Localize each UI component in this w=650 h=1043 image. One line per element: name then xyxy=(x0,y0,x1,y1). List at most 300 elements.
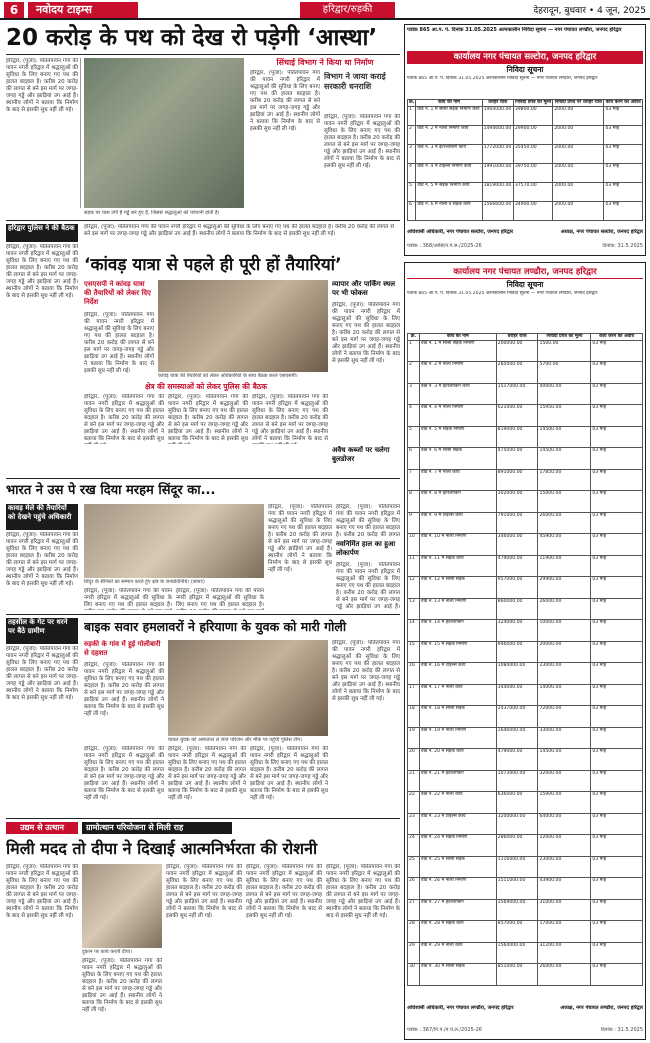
table-cell: 9 xyxy=(408,512,420,534)
table-cell: 819000.00 xyxy=(496,426,538,448)
table-cell: 03 माह xyxy=(591,727,643,749)
table-cell: 03 माह xyxy=(604,201,643,220)
table-cell: वार्ड नं. 26 में नाली निर्माण xyxy=(420,878,497,900)
table-cell: 1960000.00 xyxy=(482,106,513,125)
table-header-cell: क्र. xyxy=(409,100,415,105)
table-row xyxy=(408,663,643,685)
table-cell: 03 माह xyxy=(591,921,643,943)
table-cell: 12 xyxy=(408,577,420,599)
sindoor-body-col1: हरिद्वार, (पूजा): पतितपावन गंगा की पावन नगरी हरिद्वार में श्रद्धालुओं की सुविधा के लिए बनाए गए पथ की हालत बदहाल है। करीब 20 करोड़ की लागत से बने इस मार्ग पर जगह-जगह गड्ढे और झाड़ियां उग आई हैं। स्थानीय लोगों ने बताया कि निर्माण के बाद से इसकी सुध नहीं ली गई। xyxy=(268,504,332,573)
table-cell: 03 माह xyxy=(591,448,643,470)
table-cell: वार्ड नं. 1 में सीसी सड़क निर्माण कार्य xyxy=(416,106,482,125)
table-cell: 29900.00 xyxy=(513,125,553,144)
sindoor-body-col5: हरिद्वार, (पूजा): पतितपावन गंगा की पावन नगरी हरिद्वार में श्रद्धालुओं की सुविधा के लिए बनाए गए पथ की हालत बदहाल है। xyxy=(176,588,264,608)
notice-bottom-body: पत्रांक 865 आ.प. पं. दिनांक 31.05.2025 अल्पकालीन निविदा सूचना — नगर पंचायत लण्ढौरा, जनपद हरिद्वार xyxy=(407,291,598,296)
table-cell: 13 xyxy=(408,598,420,620)
table-cell: वार्ड नं. 23 में टाइल्स कार्य xyxy=(420,813,497,835)
bike-body-col3: हरिद्वार, (पूजा): पतितपावन गंगा की पावन नगरी हरिद्वार में श्रद्धालुओं की सुविधा के लिए बनाए गए पथ की हालत बदहाल है। करीब 20 करोड़ की लागत से बने इस मार्ग पर जगह-जगह गड्ढे और झाड़ियां उग आई हैं। स्थानीय लोगों ने बताया कि निर्माण के बाद से इसकी सुध नहीं ली गई। xyxy=(84,746,164,801)
page-number: 6 xyxy=(4,2,24,18)
table-cell: 03 माह xyxy=(604,125,643,144)
table-cell: 1569000.00 xyxy=(496,899,538,921)
table-cell: 03 माह xyxy=(591,620,643,642)
table-cell: 2 xyxy=(408,125,416,144)
table-cell: वार्ड नं. 19 में नाली निर्माण xyxy=(420,727,497,749)
table-cell: 30 xyxy=(408,964,420,986)
table-cell: 24 xyxy=(408,835,420,857)
sindoor-headline: भारत ने उस पे रख दिया मरहम सिंदूर का... xyxy=(6,483,216,498)
table-cell: वार्ड नं. 9 में टाइल्स कार्य xyxy=(420,512,497,534)
bottom-headline: मिली मदद तो दीपा ने दिखाई आत्मनिर्भरता की रोशनी xyxy=(6,839,318,858)
table-cell: 45900.00 xyxy=(538,534,591,556)
table-row xyxy=(408,491,643,513)
table-row xyxy=(408,182,643,201)
table-cell: वार्ड नं. 3 में इंटरलॉकिंग कार्य xyxy=(420,383,497,405)
table-row xyxy=(408,201,643,220)
table-cell: वार्ड नं. 30 में सीसी सड़क xyxy=(420,964,497,986)
table-cell: 14000.00 xyxy=(538,684,591,706)
table-cell: वार्ड नं. 6 में नाली व सड़क कार्य xyxy=(416,201,482,220)
kanwar-headline: ‘कांवड़ यात्रा से पहले ही पूरी हों तैयारियां’ xyxy=(84,255,342,275)
table-cell: 6 xyxy=(408,448,420,470)
table-cell: वार्ड नं. 21 में इंटरलॉकिंग xyxy=(420,770,497,792)
table-cell: 11 xyxy=(408,555,420,577)
lead-side-question: विभाग ने जाया कराई सरकारी धनराशि xyxy=(324,72,386,91)
table-cell: 286000.00 xyxy=(496,835,538,857)
table-row xyxy=(408,144,643,163)
notice-top-footer-right: अध्यक्ष, नगर पंचायत सल्टोरा, जनपद हरिद्वार xyxy=(560,229,643,235)
kanwar-sub2: अवैध कब्जों पर चलेगा बुलडोजर xyxy=(332,446,390,463)
table-cell: 3 xyxy=(408,383,420,405)
bike-body-col5: हरिद्वार, (पूजा): पतितपावन गंगा की पावन नगरी हरिद्वार में श्रद्धालुओं की सुविधा के लिए बनाए गए पथ की हालत बदहाल है। करीब 20 करोड़ की लागत से बने इस मार्ग पर जगह-जगह गड्ढे और झाड़ियां उग आई हैं। स्थानीय लोगों ने बताया कि निर्माण के बाद से इसकी सुध नहीं ली गई। xyxy=(250,746,328,801)
table-cell: 2000.00 xyxy=(553,106,604,125)
table-cell: 26000.00 xyxy=(538,598,591,620)
edition-label: हरिद्वार/रुड़की xyxy=(300,2,395,18)
table-cell: 475000.00 xyxy=(496,448,538,470)
table-header-cell: कार्य करने की अवधि xyxy=(605,100,641,105)
table-cell: 22 xyxy=(408,792,420,814)
table-cell: 1646000.00 xyxy=(496,727,538,749)
bottom-body-col5: हरिद्वार, (पूजा): पतितपावन गंगा की पावन नगरी हरिद्वार में श्रद्धालुओं की सुविधा के लिए बनाए गए पथ की हालत बदहाल है। करीब 20 करोड़ की लागत से बने इस मार्ग पर जगह-जगह गड्ढे और झाड़ियां उग आई हैं। स्थानीय लोगों ने बताया कि निर्माण के बाद से इसकी सुध नहीं ली गई। xyxy=(326,864,400,919)
table-cell: 03 माह xyxy=(591,534,643,556)
table-cell: 03 माह xyxy=(591,383,643,405)
table-cell: 17 xyxy=(408,684,420,706)
lead-body-col3: हरिद्वार, (पूजा): पतितपावन गंगा की पावन नगरी हरिद्वार में श्रद्धालुओं की सुविधा के लिए बनाए गए पथ की हालत बदहाल है। करीब 20 करोड़ की लागत से बने इस मार्ग पर जगह-जगह गड्ढे और झाड़ियां उग आई हैं। स्थानीय लोगों ने बताया कि निर्माण के बाद से इसकी सुध नहीं ली गई। xyxy=(250,70,320,132)
lead-photo-caption: सड़क पर घास उगी है गड्ढे बने हुए हैं, जिससे श्रद्धालुओं को परेशानी होती है। xyxy=(84,210,220,216)
table-cell: 14 xyxy=(408,620,420,642)
notice-top-ref-date: दिनांक: 31.5.2025 xyxy=(602,243,643,249)
table-row xyxy=(408,921,643,943)
table-cell: 1772000.00 xyxy=(482,144,513,163)
table-cell: 26 xyxy=(408,878,420,900)
sindoor-side-body: हरिद्वार, (पूजा): पतितपावन गंगा की पावन नगरी हरिद्वार में श्रद्धालुओं की सुविधा के लिए बनाए गए पथ की हालत बदहाल है। करीब 20 करोड़ की लागत से बने इस मार्ग पर जगह-जगह गड्ढे और झाड़ियां उग आई हैं। स्थानीय लोगों ने बताया कि निर्माण के बाद से इसकी सुध नहीं ली गई। xyxy=(6,532,78,587)
table-cell: 2000.00 xyxy=(553,182,604,201)
table-cell: वार्ड नं. 3 में इंटरलॉकिंग कार्य xyxy=(416,144,482,163)
table-cell: 5 xyxy=(408,426,420,448)
table-cell: 1517000.00 xyxy=(496,383,538,405)
table-cell: 03 माह xyxy=(591,555,643,577)
table-cell: 35450.00 xyxy=(513,144,553,163)
table-cell: 2000.00 xyxy=(553,144,604,163)
kanwar-box-head: व्यापार और पार्किंग स्थल पर भी फोकस xyxy=(332,280,395,297)
sindoor-body-col4: हरिद्वार, (पूजा): पतितपावन गंगा की पावन नगरी हरिद्वार में श्रद्धालुओं की सुविधा के लिए बनाए गए पथ की हालत बदहाल है। xyxy=(84,588,172,608)
table-row xyxy=(408,835,643,857)
bottom-body-col1: हरिद्वार, (पूजा): पतितपावन गंगा की पावन नगरी हरिद्वार में श्रद्धालुओं की सुविधा के लिए बनाए गए पथ की हालत बदहाल है। करीब 20 करोड़ की लागत से बने इस मार्ग पर जगह-जगह गड्ढे और झाड़ियां उग आई हैं। स्थानीय लोगों ने बताया कि निर्माण के बाद से इसकी सुध नहीं ली गई। xyxy=(6,864,78,919)
bottom-photo-caption: दुकान पर कार्य करती दीपा। xyxy=(82,949,132,955)
table-row xyxy=(408,641,643,663)
table-cell: 7 xyxy=(408,469,420,491)
table-cell: 32000.00 xyxy=(538,770,591,792)
table-cell: वार्ड नं. 15 में सड़क निर्माण xyxy=(420,641,497,663)
table-cell: वार्ड नं. 8 में इंटरलॉकिंग xyxy=(420,491,497,513)
table-cell: 324000.00 xyxy=(496,620,538,642)
table-cell: 03 माह xyxy=(591,598,643,620)
table-cell: 03 माह xyxy=(591,942,643,964)
bike-bullet: रुड़की के गांव में हुई गोलीबारी से दहशत xyxy=(84,640,161,657)
table-cell: 03 माह xyxy=(591,878,643,900)
divider xyxy=(6,614,400,615)
table-row xyxy=(408,620,643,642)
notice-bottom-footer-right: अध्यक्ष, नगर पंचायत लण्ढौरा, जनपद हरिद्वार xyxy=(560,1005,643,1011)
table-cell: 8 xyxy=(408,491,420,513)
table-cell: 1819000.00 xyxy=(482,182,513,201)
table-row xyxy=(408,577,643,599)
lead-continued-body: हरिद्वार, (पूजा): पतितपावन गंगा की पावन नगरी हरिद्वार में श्रद्धालुओं की सुविधा के लिए बनाए गए पथ की हालत बदहाल है। करीब 20 करोड़ की लागत से बने इस मार्ग पर जगह-जगह गड्ढे और झाड़ियां उग आई हैं। स्थानीय लोगों ने बताया कि निर्माण के बाद से इसकी सुध नहीं ली गई। xyxy=(84,224,394,237)
table-cell: वार्ड नं. 17 में नाली कार्य xyxy=(420,684,497,706)
table-cell: 5700.00 xyxy=(538,362,591,384)
table-cell: 1084000.00 xyxy=(496,663,538,685)
kanwar-body-col3: हरिद्वार, (पूजा): पतितपावन गंगा की पावन नगरी हरिद्वार में श्रद्धालुओं की सुविधा के लिए बनाए गए पथ की हालत बदहाल है। करीब 20 करोड़ की लागत से बने इस मार्ग पर जगह-जगह गड्ढे और झाड़ियां उग आई हैं। स्थानीय लोगों ने बताया कि निर्माण के बाद से इसकी सुध xyxy=(168,394,248,442)
bike-body-col2: हरिद्वार, (पूजा): पतितपावन गंगा की पावन नगरी हरिद्वार में श्रद्धालुओं की सुविधा के लिए बनाए गए पथ की हालत बदहाल है। करीब 20 करोड़ की लागत से बने इस मार्ग पर जगह-जगह गड्ढे और झाड़ियां उग आई हैं। स्थानीय लोगों ने बताया कि निर्माण के बाद से इसकी सुध नहीं ली गई। xyxy=(332,640,400,702)
table-row xyxy=(408,340,643,362)
notice-bottom-table xyxy=(407,333,643,986)
tender-notice-top xyxy=(404,24,646,256)
table-row xyxy=(408,792,643,814)
bottom-body-col4: हरिद्वार, (पूजा): पतितपावन गंगा की पावन नगरी हरिद्वार में श्रद्धालुओं की सुविधा के लिए बनाए गए पथ की हालत बदहाल है। करीब 20 करोड़ की लागत से बने इस मार्ग पर जगह-जगह गड्ढे और झाड़ियां उग आई हैं। स्थानीय लोगों ने बताया कि निर्माण के बाद से इसकी सुध नहीं ली गई। xyxy=(246,864,322,919)
table-cell: वार्ड नं. 13 में नाली निर्माण xyxy=(420,598,497,620)
table-cell: 03 माह xyxy=(604,163,643,182)
notice-top-title: निविदा सूचना xyxy=(506,65,544,74)
table-cell: 03 माह xyxy=(591,835,643,857)
table-cell: 03 माह xyxy=(604,106,643,125)
sindoor-body-col2: हरिद्वार, (पूजा): पतितपावन गंगा की पावन नगरी हरिद्वार में श्रद्धालुओं की सुविधा के लिए बनाए गए पथ की हालत बदहाल है। करीब 20 करोड़ की लागत xyxy=(336,504,400,538)
table-cell: 14500.00 xyxy=(538,448,591,470)
table-cell: वार्ड नं. 10 में नाली निर्माण xyxy=(420,534,497,556)
table-row xyxy=(408,512,643,534)
table-cell: 479000.00 xyxy=(496,555,538,577)
table-cell: 25 xyxy=(408,856,420,878)
table-cell: वार्ड नं. 14 में इंटरलॉकिंग xyxy=(420,620,497,642)
table-cell: 1116000.00 xyxy=(496,856,538,878)
table-cell: वार्ड नं. 4 में टाइल्स निर्माण कार्य xyxy=(416,163,482,182)
table-cell: 43900.00 xyxy=(538,878,591,900)
table-cell: 03 माह xyxy=(604,144,643,163)
divider xyxy=(6,54,400,55)
table-row xyxy=(408,405,643,427)
table-cell: 17850.00 xyxy=(538,469,591,491)
table-cell: 03 माह xyxy=(591,749,643,771)
notice-bottom-ref-date: दिनांक : 31.5.2025 xyxy=(600,1027,643,1033)
table-cell: 860000.00 xyxy=(496,598,538,620)
table-header-cell: कार्य करने की अवधि xyxy=(591,334,643,341)
table-cell: वार्ड नं. 29 में नाली कार्य xyxy=(420,942,497,964)
table-cell: 03 माह xyxy=(591,405,643,427)
bottom-body-col2: हरिद्वार, (पूजा): पतितपावन गंगा की पावन नगरी हरिद्वार में श्रद्धालुओं की सुविधा के लिए बनाए गए पथ की हालत बदहाल है। करीब 20 करोड़ की लागत से बने इस मार्ग पर जगह-जगह गड्ढे और झाड़ियां उग आई हैं। स्थानीय लोगों ने बताया कि निर्माण के बाद से इसकी सुध नहीं ली गई। xyxy=(82,958,162,1013)
masthead xyxy=(0,0,650,20)
table-row xyxy=(408,469,643,491)
table-row xyxy=(408,163,643,182)
table-header-cell: कार्य का नाम xyxy=(416,100,482,107)
table-cell: 03 माह xyxy=(591,964,643,986)
table-header-cell: धरोहर राशि xyxy=(496,334,538,341)
table-cell: 2000.00 xyxy=(553,163,604,182)
bottom-body-col3: हरिद्वार, (पूजा): पतितपावन गंगा की पावन नगरी हरिद्वार में श्रद्धालुओं की सुविधा के लिए बनाए गए पथ की हालत बदहाल है। करीब 20 करोड़ की लागत से बने इस मार्ग पर जगह-जगह गड्ढे और झाड़ियां उग आई हैं। स्थानीय लोगों ने बताया कि निर्माण के बाद से इसकी सुध नहीं ली गई। xyxy=(166,864,242,919)
table-row xyxy=(408,362,643,384)
lead-subhead: सिंचाई विभाग ने किया था निर्माण xyxy=(276,58,374,67)
table-cell: वार्ड नं. 18 में सीसी सड़क xyxy=(420,706,497,728)
table-cell: वार्ड नं. 27 में इंटरलॉकिंग xyxy=(420,899,497,921)
table-cell: 2437000.00 xyxy=(496,706,538,728)
table-cell: 39800.00 xyxy=(513,106,553,125)
table-cell: 29 xyxy=(408,942,420,964)
bike-body-col1: हरिद्वार, (पूजा): पतितपावन गंगा की पावन नगरी हरिद्वार में श्रद्धालुओं की सुविधा के लिए बनाए गए पथ की हालत बदहाल है। करीब 20 करोड़ की लागत से बने इस मार्ग पर जगह-जगह गड्ढे और झाड़ियां उग आई हैं। स्थानीय लोगों ने बताया कि निर्माण के बाद से इसकी सुध नहीं ली गई। xyxy=(84,662,164,717)
bike-photo-caption: घायल युवक को अस्पताल ले जाते परिजन और मौके पर पहुंची पुलिस टीम। xyxy=(168,737,303,743)
bottom-tag: उद्यम से उत्थान xyxy=(6,822,78,834)
notice-bottom-office: कार्यालय नगर पंचायत लण्ढौरा, जनपद हरिद्वार xyxy=(407,265,643,279)
bike-photo xyxy=(168,640,328,736)
table-header-cell: निविदा प्रपत्र पर धरोहर राशि xyxy=(554,100,603,105)
table-cell: 31000.00 xyxy=(538,899,591,921)
table-cell: 891000.00 xyxy=(496,469,538,491)
table-cell: 34900.00 xyxy=(513,201,553,220)
notice-top-ref: पत्रांक : 368/आसि/न.पं.स./2025-26 xyxy=(407,243,482,249)
table-cell: 1073000.00 xyxy=(496,770,538,792)
table-row xyxy=(408,125,643,144)
table-cell: 03 माह xyxy=(591,899,643,921)
table-cell: वार्ड नं. 16 में टाइल्स कार्य xyxy=(420,663,497,685)
kanwar-left-body: हरिद्वार, (पूजा): पतितपावन गंगा की पावन नगरी हरिद्वार में श्रद्धालुओं की सुविधा के लिए बनाए गए पथ की हालत बदहाल है। करीब 20 करोड़ की लागत से बने इस मार्ग पर जगह-जगह गड्ढे और झाड़ियां उग आई हैं। स्थानीय लोगों ने बताया कि निर्माण के बाद से इसकी सुध नहीं ली गई। xyxy=(6,244,78,299)
tender-notice-bottom xyxy=(404,262,646,1040)
table-cell: वार्ड नं. 20 में सड़क कार्य xyxy=(420,749,497,771)
table-cell: 857000.00 xyxy=(496,921,538,943)
divider xyxy=(6,478,400,479)
table-cell: 03 माह xyxy=(604,182,643,201)
table-cell: 3200000.00 xyxy=(496,813,538,835)
table-cell: 27 xyxy=(408,899,420,921)
table-cell: 03 माह xyxy=(591,362,643,384)
notice-bottom-footer-left: अधिशासी अधिकारी, नगर पंचायत लण्ढौरा, जनपद हरिद्वार xyxy=(407,1005,514,1011)
table-row xyxy=(408,426,643,448)
table-cell: वार्ड नं. 2 में नाली निर्माण कार्य xyxy=(416,125,482,144)
table-cell: 37570.00 xyxy=(513,182,553,201)
bike-headline: बाइक सवार हमलावरों ने हरियाणा के युवक को मारी गोली xyxy=(84,619,347,634)
table-cell: 5 xyxy=(408,182,416,201)
table-cell: 18 xyxy=(408,706,420,728)
table-cell: 31200.00 xyxy=(538,942,591,964)
lead-headline: 20 करोड़ के पथ को देख रो पड़ेगी ‘आस्था’ xyxy=(6,25,378,51)
table-cell: वार्ड नं. 24 में सड़क निर्माण xyxy=(420,835,497,857)
table-cell: 03 माह xyxy=(591,684,643,706)
table-row xyxy=(408,448,643,470)
bottom-photo xyxy=(82,864,162,948)
table-cell: 285000.00 xyxy=(496,362,538,384)
table-cell: वार्ड नं. 1 में सीसी सड़क निर्माण xyxy=(420,340,497,362)
table-header-cell: धरोहर राशि xyxy=(482,100,513,107)
table-cell: 03 माह xyxy=(591,491,643,513)
table-cell: 19 xyxy=(408,727,420,749)
table-cell: 15900.00 xyxy=(538,792,591,814)
table-row xyxy=(408,964,643,986)
sindoor-right-head: नवनिर्मित हाल का हुआ लोकार्पण xyxy=(336,540,396,557)
table-cell: 2 xyxy=(408,362,420,384)
table-row xyxy=(408,856,643,878)
bike-side-body: हरिद्वार, (पूजा): पतितपावन गंगा की पावन नगरी हरिद्वार में श्रद्धालुओं की सुविधा के लिए बनाए गए पथ की हालत बदहाल है। करीब 20 करोड़ की लागत से बने इस मार्ग पर जगह-जगह गड्ढे और झाड़ियां उग आई हैं। स्थानीय लोगों ने बताया कि निर्माण के बाद से इसकी सुध नहीं ली गई। xyxy=(6,646,78,701)
table-cell: 23000.00 xyxy=(538,856,591,878)
bike-side-head: तहसील के गेट पर धरने पर बैठे ग्रामीण xyxy=(6,618,78,644)
bottom-tag2: ग्रामोत्थान परियोजना से मिली राह xyxy=(82,822,232,834)
table-cell: 1511000.00 xyxy=(496,878,538,900)
bike-body-col4: हरिद्वार, (पूजा): पतितपावन गंगा की पावन नगरी हरिद्वार में श्रद्धालुओं की सुविधा के लिए बनाए गए पथ की हालत बदहाल है। करीब 20 करोड़ की लागत से बने इस मार्ग पर जगह-जगह गड्ढे और झाड़ियां उग आई हैं। स्थानीय लोगों ने बताया कि निर्माण के बाद से इसकी सुध नहीं ली गई। xyxy=(168,746,246,801)
notice-bottom-table-wrap xyxy=(407,333,643,1001)
table-cell: 03 माह xyxy=(591,641,643,663)
table-cell: 15000.00 xyxy=(538,491,591,513)
divider xyxy=(6,818,400,819)
table-cell: 946000.00 xyxy=(496,641,538,663)
table-cell: 791000.00 xyxy=(496,512,538,534)
table-cell: 4 xyxy=(408,163,416,182)
table-cell: 26000.00 xyxy=(538,512,591,534)
table-cell: 03 माह xyxy=(591,813,643,835)
notice-top-footer-left: अधिशासी अधिकारी, नगर पंचायत सल्टोरा, जनपद हरिद्वार xyxy=(407,229,514,235)
table-row xyxy=(408,684,643,706)
kanwar-left-head: हरिद्वार पुलिस ने की बैठक xyxy=(6,224,78,242)
table-row xyxy=(408,942,643,964)
table-row xyxy=(408,534,643,556)
sindoor-side-head: कावड़ मेले की तैयारियों को देखने पहुंचे अधिकारी xyxy=(6,504,78,530)
table-cell: 4 xyxy=(408,405,420,427)
table-cell: 72000.00 xyxy=(538,706,591,728)
notice-top-body: पत्रांक 865 आ.प. पं. दिनांक 31.05.2025 अल्पकालीन निविदा सूचना — नगर पंचायत लण्ढौरा, जनपद हरिद्वार xyxy=(407,76,598,81)
table-cell: वार्ड नं. 6 में सीसी सड़क xyxy=(420,448,497,470)
notice-bottom-title: निविदा सूचना xyxy=(506,280,544,289)
table-header-cell: निविदा प्रपत्र का मूल्य xyxy=(538,334,591,341)
table-cell: 03 माह xyxy=(591,577,643,599)
notice-bottom-ref: पत्रांक : 367/नि.पं./न.पं.ल./2025-26 xyxy=(407,1027,482,1033)
table-row xyxy=(408,878,643,900)
table-cell: 636000.00 xyxy=(496,792,538,814)
kanwar-body-col1: हरिद्वार, (पूजा): पतितपावन गंगा की पावन नगरी हरिद्वार में श्रद्धालुओं की सुविधा के लिए बनाए गए पथ की हालत बदहाल है। करीब 20 करोड़ की लागत से बने इस मार्ग पर जगह-जगह गड्ढे और झाड़ियां उग आई हैं। स्थानीय लोगों ने बताया कि निर्माण के बाद से इसकी सुध नहीं ली गई। xyxy=(84,312,154,374)
lead-body-col4: हरिद्वार, (पूजा): पतितपावन गंगा की पावन नगरी हरिद्वार में श्रद्धालुओं की सुविधा के लिए बनाए गए पथ की हालत बदहाल है। करीब 20 करोड़ की लागत से बने इस मार्ग पर जगह-जगह गड्ढे और झाड़ियां उग आई हैं। स्थानीय लोगों ने बताया कि निर्माण के बाद से इसकी सुध नहीं ली गई। xyxy=(324,114,400,169)
table-cell: 15950.00 xyxy=(538,405,591,427)
table-cell: 957000.00 xyxy=(496,577,538,599)
table-cell: 200000.00 xyxy=(496,340,538,362)
sindoor-photo-caption: सिंदूर के सैनिकों का सम्मान करते हुए क्षेत्र के जनप्रतिनिधि। (छायाः) xyxy=(84,579,205,585)
table-cell: 28 xyxy=(408,921,420,943)
table-cell: 64000.00 xyxy=(538,813,591,835)
divider xyxy=(6,220,400,221)
table-cell: 03 माह xyxy=(591,706,643,728)
table-cell: 10 xyxy=(408,534,420,556)
table-cell: 03 माह xyxy=(591,512,643,534)
kanwar-body-col4: हरिद्वार, (पूजा): पतितपावन गंगा की पावन नगरी हरिद्वार में श्रद्धालुओं की सुविधा के लिए बनाए गए पथ की हालत बदहाल है। करीब 20 करोड़ की लागत से बने इस मार्ग पर जगह-जगह गड्ढे और झाड़ियां उग आई हैं। स्थानीय लोगों ने बताया कि निर्माण के बाद से xyxy=(252,394,328,442)
table-row xyxy=(408,749,643,771)
table-cell: 15 xyxy=(408,641,420,663)
table-cell: 1566600.00 xyxy=(482,201,513,220)
kanwar-subhead: क्षेत्र की समस्याओं को लेकर पुलिस की बैठक xyxy=(144,382,267,391)
table-cell: वार्ड नं. 4 में नाली निर्माण xyxy=(420,405,497,427)
table-cell: वार्ड नं. 12 में सीसी सड़क xyxy=(420,577,497,599)
table-cell: 33000.00 xyxy=(538,727,591,749)
table-cell: 1 xyxy=(408,106,416,125)
lead-photo xyxy=(84,58,244,208)
paper-name: नवोदय टाइम्स xyxy=(28,2,138,18)
notice-top-office: कार्यालय नगर पंचायत सल्टोरा, जनपद हरिद्वार xyxy=(407,51,643,64)
table-row xyxy=(408,106,643,125)
table-cell: 6 xyxy=(408,201,416,220)
table-cell: 1494600.00 xyxy=(482,125,513,144)
table-cell: 10000.00 xyxy=(538,620,591,642)
table-cell: 1 xyxy=(408,340,420,362)
table-cell: 20000.00 xyxy=(538,641,591,663)
kanwar-photo-caption: कांवड़ यात्रा की तैयारियों को लेकर अधिकारियों के साथ बैठक करते एसएसपी। xyxy=(158,373,298,379)
table-row xyxy=(408,770,643,792)
table-cell: 23 xyxy=(408,813,420,835)
table-cell: 2000.00 xyxy=(553,125,604,144)
table-cell: 621000.00 xyxy=(496,405,538,427)
notice-top-table-wrap xyxy=(407,99,643,227)
table-cell: 14500.00 xyxy=(538,426,591,448)
table-cell: 03 माह xyxy=(591,663,643,685)
table-row xyxy=(408,383,643,405)
table-cell: 03 माह xyxy=(591,770,643,792)
notice-top-table xyxy=(407,99,643,221)
table-row xyxy=(408,813,643,835)
kanwar-bullet: एसएसपी ने कांवड़ यात्रा की तैयारियों को लेकर दिए निर्देश xyxy=(84,280,151,306)
lead-body-col1: हरिद्वार, (पूजा): पतितपावन गंगा की पावन नगरी हरिद्वार में श्रद्धालुओं की सुविधा के लिए बनाए गए पथ की हालत बदहाल है। करीब 20 करोड़ की लागत से बने इस मार्ग पर जगह-जगह गड्ढे और झाड़ियां उग आई हैं। स्थानीय लोगों ने बताया कि निर्माण के बाद से इसकी सुध नहीं ली गई। xyxy=(6,58,78,113)
table-cell: 1564000.00 xyxy=(496,942,538,964)
table-cell: वार्ड नं. 11 में सड़क कार्य xyxy=(420,555,497,577)
table-row xyxy=(408,899,643,921)
table-cell: 23000.00 xyxy=(538,663,591,685)
kanwar-box-body: हरिद्वार, (पूजा): पतितपावन गंगा की पावन नगरी हरिद्वार में श्रद्धालुओं की सुविधा के लिए बनाए गए पथ की हालत बदहाल है। करीब 20 करोड़ की लागत से बने इस मार्ग पर जगह-जगह गड्ढे और झाड़ियां उग आई हैं। स्थानीय लोगों ने बताया कि निर्माण के बाद से इसकी सुध नहीं ली गई। xyxy=(332,302,400,364)
table-cell: 39750.00 xyxy=(513,163,553,182)
table-cell: 20 xyxy=(408,749,420,771)
table-cell: 03 माह xyxy=(591,340,643,362)
issue-date: देहरादून, बुधवार • 4 जून, 2025 xyxy=(533,6,646,16)
table-cell: 479000.00 xyxy=(496,749,538,771)
table-header-cell: निविदा प्रपत्र का मूल्य xyxy=(515,100,552,105)
table-cell: 12000.00 xyxy=(538,835,591,857)
table-cell: 40000.00 xyxy=(538,383,591,405)
table-cell: 03 माह xyxy=(591,426,643,448)
table-cell: 26000.00 xyxy=(538,964,591,986)
table-cell: वार्ड नं. 22 में नाली कार्य xyxy=(420,792,497,814)
sindoor-body-col3: हरिद्वार, (पूजा): पतितपावन गंगा की पावन नगरी हरिद्वार में श्रद्धालुओं की सुविधा के लिए बनाए गए पथ की हालत बदहाल है। करीब 20 करोड़ की लागत से बने इस मार्ग पर जगह-जगह गड्ढे और झाड़ियां उग आई हैं। xyxy=(336,562,400,610)
table-cell: 16 xyxy=(408,663,420,685)
table-cell: 3 xyxy=(408,144,416,163)
table-row xyxy=(408,555,643,577)
table-cell: वार्ड नं. 5 में सड़क निर्माण कार्य xyxy=(416,182,482,201)
table-cell: 346000.00 xyxy=(496,534,538,556)
notice-intro: पत्रांक 865 आ.प. पं. दिनांक 31.05.2025 अल्पकालीन निविदा सूचना — नगर पंचायत लण्ढौरा, जनपद हरिद्वार xyxy=(407,27,622,33)
table-cell: 851000.00 xyxy=(496,964,538,986)
kanwar-photo xyxy=(158,280,328,372)
table-cell: वार्ड नं. 7 में नाली कार्य xyxy=(420,469,497,491)
table-cell: 344000.00 xyxy=(496,684,538,706)
table-cell: 11900.00 xyxy=(538,555,591,577)
table-cell: 17000.00 xyxy=(538,921,591,943)
table-header-cell: कार्य का नाम xyxy=(420,334,497,341)
table-row xyxy=(408,727,643,749)
